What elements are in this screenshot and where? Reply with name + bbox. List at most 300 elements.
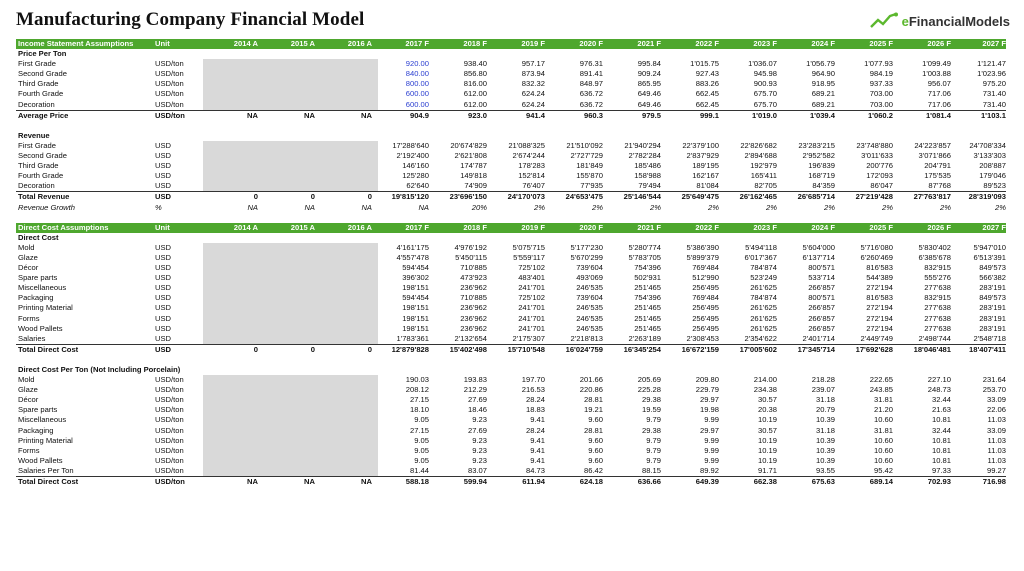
cell-2022-f[interactable]: 256'495 — [692, 283, 719, 293]
cell-2024-f[interactable]: 10.39 — [815, 435, 835, 445]
cell-2024-f[interactable]: 10.39 — [815, 445, 835, 455]
cell-2026-f[interactable]: 2026 F — [927, 39, 951, 48]
cell-2025-f[interactable]: 2% — [882, 202, 893, 212]
cell-2018-f[interactable]: 2'621'808 — [454, 151, 487, 161]
cell-2024-f[interactable]: 93.55 — [815, 465, 835, 475]
cell-2019-f[interactable]: 197.70 — [521, 375, 545, 385]
cell-2020-f[interactable]: 5'670'299 — [570, 252, 603, 262]
cell-2024-f[interactable]: 218.28 — [811, 375, 835, 385]
cell-2025-f[interactable]: 17'692'628 — [855, 344, 893, 354]
cell-2018-f[interactable]: 599.94 — [463, 477, 487, 487]
cell-2017-f[interactable]: 9.05 — [414, 435, 429, 445]
cell-2025-f[interactable]: 1'060.2 — [867, 110, 893, 120]
cell-2025-f[interactable]: 31.81 — [873, 425, 893, 435]
cell-2023-f[interactable]: 234.38 — [753, 385, 777, 395]
cell-2025-f[interactable]: 200'776 — [866, 161, 893, 171]
cell-2024-f[interactable]: 31.18 — [815, 395, 835, 405]
cell-2024-f[interactable]: 6'137'714 — [802, 252, 835, 262]
cell-2014-a[interactable]: 0 — [253, 192, 258, 202]
cell-2017-f[interactable]: 19'815'120 — [391, 192, 429, 202]
cell-2027-f[interactable]: 566'382 — [979, 273, 1006, 283]
cell-2024-f[interactable]: 20.79 — [815, 405, 835, 415]
cell-2020-f[interactable]: 28.81 — [583, 395, 603, 405]
cell-2025-f[interactable]: 816'583 — [866, 263, 893, 273]
cell-2024-f[interactable]: 2024 F — [811, 222, 835, 232]
cell-2017-f[interactable]: 198'151 — [402, 303, 429, 313]
cell-2015-a[interactable]: 0 — [310, 192, 315, 202]
cell-2023-f[interactable]: 261'625 — [750, 283, 777, 293]
cell-2023-f[interactable]: 82'705 — [754, 181, 777, 191]
cell-2021-f[interactable]: 5'280'774 — [628, 242, 661, 252]
cell-2021-f[interactable]: 636.66 — [637, 477, 661, 487]
cell-2026-f[interactable]: 956.07 — [927, 79, 951, 89]
cell-2021-f[interactable]: 16'345'254 — [623, 344, 661, 354]
cell-2017-f[interactable]: 588.18 — [405, 477, 429, 487]
cell-2020-f[interactable]: 739'604 — [576, 263, 603, 273]
cell-2024-f[interactable]: 239.07 — [811, 385, 835, 395]
cell-2018-f[interactable]: 74'909 — [464, 181, 487, 191]
cell-2017-f[interactable]: NA — [418, 202, 429, 212]
cell-2023-f[interactable]: 2'354'622 — [744, 333, 777, 343]
cell-2022-f[interactable]: 649.39 — [695, 477, 719, 487]
cell-2020-f[interactable]: 9.60 — [588, 455, 603, 465]
cell-2021-f[interactable]: 251'465 — [634, 303, 661, 313]
cell-2023-f[interactable]: 261'625 — [750, 303, 777, 313]
cell-2018-f[interactable]: 5'450'115 — [455, 252, 487, 262]
cell-2018-f[interactable]: 816.00 — [463, 79, 487, 89]
cell-2024-f[interactable]: 168'719 — [808, 171, 835, 181]
cell-2020-f[interactable]: 848.97 — [579, 79, 603, 89]
cell-2022-f[interactable]: 16'672'159 — [681, 344, 719, 354]
cell-2026-f[interactable]: 717.06 — [927, 89, 951, 99]
cell-2019-f[interactable]: 15'710'548 — [507, 344, 545, 354]
cell-2025-f[interactable]: 703.00 — [869, 89, 893, 99]
cell-2026-f[interactable]: 97.33 — [931, 465, 951, 475]
cell-2024-f[interactable]: 964.90 — [811, 69, 835, 79]
cell-2027-f[interactable]: 975.20 — [982, 79, 1006, 89]
cell-2019-f[interactable]: 2% — [534, 202, 545, 212]
cell-2021-f[interactable]: 2% — [650, 202, 661, 212]
cell-2021-f[interactable]: 9.79 — [646, 415, 661, 425]
cell-2016-a[interactable]: NA — [361, 477, 372, 487]
cell-2020-f[interactable]: 21'510'092 — [566, 140, 603, 150]
cell-2023-f[interactable]: 900.93 — [753, 79, 777, 89]
cell-2020-f[interactable]: 155'870 — [576, 171, 603, 181]
cell-2025-f[interactable]: 31.81 — [873, 395, 893, 405]
cell-2016-a[interactable]: NA — [361, 202, 372, 212]
cell-2026-f[interactable]: 277'638 — [924, 283, 951, 293]
cell-2027-f[interactable]: 283'191 — [979, 313, 1006, 323]
cell-2019-f[interactable]: 941.4 — [525, 110, 545, 120]
cell-2017-f[interactable]: 208.12 — [405, 385, 429, 395]
cell-2025-f[interactable]: 10.60 — [873, 445, 893, 455]
cell-2018-f[interactable]: 236'962 — [460, 313, 487, 323]
cell-2017-f[interactable]: 198'151 — [402, 283, 429, 293]
cell-2021-f[interactable]: 25'146'544 — [623, 192, 661, 202]
cell-2026-f[interactable]: 6'385'678 — [918, 252, 951, 262]
cell-2021-f[interactable]: 88.15 — [641, 465, 661, 475]
cell-2018-f[interactable]: 27.69 — [467, 395, 487, 405]
cell-2027-f[interactable]: 2'548'718 — [973, 333, 1006, 343]
cell-2024-f[interactable]: 196'839 — [808, 161, 835, 171]
cell-2015-a[interactable]: 2015 A — [290, 222, 315, 232]
cell-2024-f[interactable]: 675.63 — [811, 477, 835, 487]
cell-2024-f[interactable]: 266'857 — [808, 313, 835, 323]
cell-2023-f[interactable]: 20.38 — [757, 405, 777, 415]
cell-2021-f[interactable]: 185'486 — [634, 161, 661, 171]
cell-2024-f[interactable]: 918.95 — [811, 79, 835, 89]
cell-2021-f[interactable]: 754'396 — [634, 263, 661, 273]
cell-2018-f[interactable]: 938.40 — [463, 59, 487, 69]
cell-2021-f[interactable]: 649.46 — [637, 89, 661, 99]
cell-2027-f[interactable]: 18'407'411 — [969, 344, 1006, 354]
cell-2018-f[interactable]: 9.23 — [472, 435, 487, 445]
cell-2017-f[interactable]: 396'302 — [402, 273, 429, 283]
cell-2025-f[interactable]: 5'716'080 — [860, 242, 893, 252]
cell-2017-f[interactable]: 4'161'175 — [396, 242, 429, 252]
cell-2025-f[interactable]: 689.14 — [869, 477, 893, 487]
cell-2026-f[interactable]: 2'498'744 — [918, 333, 951, 343]
cell-2016-a[interactable]: 0 — [367, 192, 372, 202]
cell-2022-f[interactable]: 2022 F — [695, 222, 719, 232]
cell-2026-f[interactable]: 832'915 — [924, 293, 951, 303]
cell-2023-f[interactable]: 2023 F — [753, 222, 777, 232]
cell-2020-f[interactable]: 9.60 — [588, 415, 603, 425]
cell-2024-f[interactable]: 689.21 — [811, 99, 835, 109]
cell-2024-f[interactable]: 5'604'000 — [802, 242, 835, 252]
cell-2022-f[interactable]: 5'899'379 — [686, 252, 719, 262]
cell-2026-f[interactable]: 717.06 — [927, 99, 951, 109]
cell-2027-f[interactable]: 11.03 — [987, 455, 1006, 465]
cell-2027-f[interactable]: 99.27 — [986, 465, 1006, 475]
cell-2022-f[interactable]: 999.1 — [699, 110, 719, 120]
cell-2021-f[interactable]: 9.79 — [646, 435, 661, 445]
cell-2022-f[interactable]: 209.80 — [695, 375, 719, 385]
cell-2020-f[interactable]: 2'727'729 — [570, 151, 603, 161]
cell-2022-f[interactable]: 769'484 — [692, 293, 719, 303]
cell-2017-f[interactable]: 146'160 — [402, 161, 429, 171]
cell-2019-f[interactable]: 832.32 — [521, 79, 545, 89]
cell-2023-f[interactable]: 675.70 — [753, 89, 777, 99]
cell-2014-a[interactable]: 0 — [253, 344, 258, 354]
cell-2020-f[interactable]: 246'535 — [576, 303, 603, 313]
cell-2017-f[interactable]: 81.44 — [409, 465, 429, 475]
cell-2014-a[interactable]: 2014 A — [233, 39, 258, 48]
cell-2027-f[interactable]: 28'319'093 — [968, 192, 1006, 202]
cell-2027-f[interactable]: 11.03 — [987, 445, 1006, 455]
cell-2027-f[interactable]: 716.98 — [982, 477, 1006, 487]
cell-2022-f[interactable]: 25'649'475 — [681, 192, 719, 202]
cell-2022-f[interactable]: 883.26 — [695, 79, 719, 89]
cell-2024-f[interactable]: 2024 F — [811, 39, 835, 48]
cell-2025-f[interactable]: 27'219'428 — [855, 192, 893, 202]
cell-2026-f[interactable]: 555'276 — [924, 273, 951, 283]
cell-2020-f[interactable]: 2% — [592, 202, 603, 212]
cell-2022-f[interactable]: 2'308'453 — [686, 333, 719, 343]
cell-2017-f[interactable]: 594'454 — [402, 263, 429, 273]
cell-2022-f[interactable]: 189'195 — [692, 161, 719, 171]
cell-2019-f[interactable]: 873.94 — [521, 69, 545, 79]
cell-2018-f[interactable]: 15'402'498 — [449, 344, 487, 354]
cell-2026-f[interactable]: 27'763'817 — [913, 192, 951, 202]
cell-2020-f[interactable]: 220.86 — [579, 385, 603, 395]
cell-2025-f[interactable]: 10.60 — [873, 415, 893, 425]
cell-2025-f[interactable]: 816'583 — [866, 293, 893, 303]
cell-2023-f[interactable]: 1'019.0 — [751, 110, 777, 120]
cell-2018-f[interactable]: 236'962 — [460, 283, 487, 293]
cell-2027-f[interactable]: 1'121.47 — [977, 59, 1006, 69]
cell-2020-f[interactable]: 77'935 — [580, 181, 603, 191]
cell-2017-f[interactable]: 17'288'640 — [392, 140, 429, 150]
cell-2017-f[interactable]: 600.00 — [405, 99, 429, 109]
cell-2026-f[interactable]: 204'791 — [924, 161, 951, 171]
cell-2027-f[interactable]: 253.70 — [982, 385, 1006, 395]
cell-2018-f[interactable]: 612.00 — [463, 99, 487, 109]
cell-2019-f[interactable]: 2019 F — [521, 39, 545, 48]
cell-2018-f[interactable]: 20'674'829 — [450, 140, 487, 150]
cell-2026-f[interactable]: 2026 F — [927, 222, 951, 232]
cell-2020-f[interactable]: 2020 F — [579, 222, 603, 232]
cell-2017-f[interactable]: 920.00 — [405, 59, 429, 69]
cell-2024-f[interactable]: 23'283'215 — [798, 140, 835, 150]
cell-2024-f[interactable]: 17'345'714 — [797, 344, 835, 354]
cell-2027-f[interactable]: 849'573 — [979, 293, 1006, 303]
cell-2026-f[interactable]: 10.81 — [931, 415, 951, 425]
cell-2018-f[interactable]: 236'962 — [460, 323, 487, 333]
cell-2020-f[interactable]: 19.21 — [583, 405, 603, 415]
cell-2019-f[interactable]: 241'701 — [518, 313, 545, 323]
cell-2026-f[interactable]: 702.93 — [927, 477, 951, 487]
cell-2025-f[interactable]: 172'093 — [866, 171, 893, 181]
cell-2026-f[interactable]: 24'223'857 — [914, 140, 951, 150]
cell-2017-f[interactable]: 840.00 — [405, 69, 429, 79]
cell-2015-a[interactable]: NA — [304, 110, 315, 120]
cell-2027-f[interactable]: 1'103.1 — [980, 110, 1006, 120]
cell-2015-a[interactable]: NA — [304, 202, 315, 212]
cell-2023-f[interactable]: 523'249 — [750, 273, 777, 283]
brand-logo[interactable] — [869, 12, 1010, 30]
cell-2023-f[interactable]: 165'411 — [750, 171, 777, 181]
cell-2018-f[interactable]: 20% — [471, 202, 487, 212]
cell-2018-f[interactable]: 4'976'192 — [454, 242, 487, 252]
cell-2026-f[interactable]: 277'638 — [924, 313, 951, 323]
cell-2026-f[interactable]: 2% — [940, 202, 951, 212]
cell-2017-f[interactable]: 9.05 — [414, 415, 429, 425]
cell-2026-f[interactable]: 227.10 — [927, 375, 951, 385]
cell-2022-f[interactable]: 2'837'929 — [686, 151, 719, 161]
cell-2021-f[interactable]: 995.84 — [637, 59, 661, 69]
cell-2026-f[interactable]: 277'638 — [924, 303, 951, 313]
cell-2017-f[interactable]: 594'454 — [402, 293, 429, 303]
cell-2021-f[interactable]: 649.46 — [637, 99, 661, 109]
cell-2027-f[interactable]: 89'523 — [983, 181, 1006, 191]
cell-2027-f[interactable]: 283'191 — [979, 303, 1006, 313]
cell-2023-f[interactable]: 784'874 — [750, 263, 777, 273]
cell-2024-f[interactable]: 533'714 — [808, 273, 835, 283]
cell-2026-f[interactable]: 10.81 — [931, 435, 951, 445]
cell-2021-f[interactable]: 225.28 — [637, 385, 661, 395]
cell-2014-a[interactable]: 2014 A — [233, 222, 258, 232]
cell-2024-f[interactable]: 800'571 — [808, 263, 835, 273]
cell-2018-f[interactable]: 612.00 — [463, 89, 487, 99]
cell-2021-f[interactable]: 2021 F — [637, 222, 661, 232]
cell-2017-f[interactable]: 27.15 — [409, 425, 429, 435]
cell-2025-f[interactable]: 3'011'633 — [861, 151, 893, 161]
cell-2017-f[interactable]: 2017 F — [405, 39, 429, 48]
cell-2023-f[interactable]: 10.19 — [757, 415, 777, 425]
cell-2025-f[interactable]: 23'748'880 — [856, 140, 893, 150]
cell-2027-f[interactable]: 283'191 — [979, 323, 1006, 333]
cell-2023-f[interactable]: 10.19 — [757, 445, 777, 455]
cell-2025-f[interactable]: 95.42 — [873, 465, 893, 475]
cell-2027-f[interactable]: 22.06 — [986, 405, 1006, 415]
cell-2021-f[interactable]: 9.79 — [646, 455, 661, 465]
cell-2023-f[interactable]: 945.98 — [753, 69, 777, 79]
cell-2019-f[interactable]: 624.24 — [521, 89, 545, 99]
cell-2023-f[interactable]: 214.00 — [753, 375, 777, 385]
cell-2019-f[interactable]: 241'701 — [518, 303, 545, 313]
cell-2022-f[interactable]: 2022 F — [695, 39, 719, 48]
cell-2019-f[interactable]: 2019 F — [521, 222, 545, 232]
cell-2025-f[interactable]: 2'449'749 — [860, 333, 893, 343]
cell-2027-f[interactable]: 2027 F — [982, 39, 1006, 48]
cell-2017-f[interactable]: 27.15 — [409, 395, 429, 405]
cell-2023-f[interactable]: 22'826'682 — [740, 140, 777, 150]
cell-2019-f[interactable]: 84.73 — [525, 465, 545, 475]
cell-2021-f[interactable]: 865.95 — [637, 79, 661, 89]
cell-2021-f[interactable]: 19.59 — [641, 405, 661, 415]
cell-2026-f[interactable]: 87'768 — [928, 181, 951, 191]
cell-2017-f[interactable]: 9.05 — [414, 455, 429, 465]
cell-2025-f[interactable]: 544'389 — [866, 273, 893, 283]
cell-2017-f[interactable]: 4'557'478 — [396, 252, 429, 262]
cell-2026-f[interactable]: 1'099.49 — [922, 59, 951, 69]
cell-2019-f[interactable]: 957.17 — [521, 59, 545, 69]
cell-2025-f[interactable]: 272'194 — [866, 313, 893, 323]
cell-2021-f[interactable]: 2'263'189 — [628, 333, 661, 343]
cell-2021-f[interactable]: 251'465 — [634, 313, 661, 323]
cell-2022-f[interactable]: 9.99 — [704, 435, 719, 445]
cell-2018-f[interactable]: 149'818 — [460, 171, 487, 181]
cell-2025-f[interactable]: 272'194 — [866, 283, 893, 293]
cell-2025-f[interactable]: 1'077.93 — [864, 59, 893, 69]
cell-2022-f[interactable]: 662.45 — [695, 99, 719, 109]
cell-2023-f[interactable]: 1'036.07 — [748, 59, 777, 69]
cell-2017-f[interactable]: 1'783'361 — [396, 333, 429, 343]
cell-2019-f[interactable]: 2'674'244 — [512, 151, 545, 161]
cell-2022-f[interactable]: 81'084 — [696, 181, 719, 191]
cell-2026-f[interactable]: 3'071'866 — [918, 151, 951, 161]
cell-2026-f[interactable]: 21.63 — [931, 405, 951, 415]
cell-2018-f[interactable]: 473'923 — [460, 273, 487, 283]
cell-2017-f[interactable]: 125'280 — [402, 171, 429, 181]
cell-2014-a[interactable]: NA — [247, 110, 258, 120]
cell-2026-f[interactable]: 32.44 — [931, 425, 951, 435]
cell-2021-f[interactable]: 9.79 — [646, 445, 661, 455]
cell-2024-f[interactable]: 10.39 — [815, 455, 835, 465]
cell-2018-f[interactable]: 193.83 — [463, 375, 487, 385]
cell-2019-f[interactable]: 28.24 — [525, 425, 545, 435]
cell-2017-f[interactable]: 800.00 — [405, 79, 429, 89]
cell-2021-f[interactable]: 979.5 — [641, 110, 661, 120]
cell-2019-f[interactable]: 241'701 — [518, 323, 545, 333]
cell-2020-f[interactable]: 86.42 — [583, 465, 603, 475]
cell-2018-f[interactable]: 856.80 — [463, 69, 487, 79]
cell-2024-f[interactable]: 1'039.4 — [809, 110, 835, 120]
cell-2026-f[interactable]: 10.81 — [931, 445, 951, 455]
cell-2019-f[interactable]: 2'175'307 — [512, 333, 545, 343]
cell-2022-f[interactable]: 22'379'100 — [682, 140, 719, 150]
cell-2026-f[interactable]: 18'046'481 — [913, 344, 951, 354]
cell-2022-f[interactable]: 512'990 — [692, 273, 719, 283]
cell-2024-f[interactable]: 266'857 — [808, 323, 835, 333]
cell-2019-f[interactable]: 624.24 — [521, 99, 545, 109]
cell-2019-f[interactable]: 76'407 — [522, 181, 545, 191]
cell-2025-f[interactable]: 703.00 — [869, 99, 893, 109]
cell-2024-f[interactable]: 1'056.79 — [806, 59, 835, 69]
cell-2022-f[interactable]: 5'386'390 — [686, 242, 719, 252]
cell-2020-f[interactable]: 891.41 — [579, 69, 603, 79]
cell-2027-f[interactable]: 208'887 — [979, 161, 1006, 171]
cell-2022-f[interactable]: 769'484 — [692, 263, 719, 273]
cell-2025-f[interactable]: 10.60 — [873, 455, 893, 465]
cell-2015-a[interactable]: 0 — [310, 344, 315, 354]
cell-2018-f[interactable]: 83.07 — [467, 465, 487, 475]
cell-2025-f[interactable]: 86'047 — [870, 181, 893, 191]
cell-2018-f[interactable]: 2'132'654 — [454, 333, 487, 343]
cell-2019-f[interactable]: 483'401 — [518, 273, 545, 283]
cell-2021-f[interactable]: 29.38 — [641, 395, 661, 405]
cell-2018-f[interactable]: 174'787 — [460, 161, 487, 171]
cell-2017-f[interactable]: 198'151 — [402, 313, 429, 323]
cell-2025-f[interactable]: 937.33 — [869, 79, 893, 89]
cell-2018-f[interactable]: 710'885 — [460, 293, 487, 303]
cell-2026-f[interactable]: 832'915 — [924, 263, 951, 273]
cell-2027-f[interactable]: 2027 F — [982, 222, 1006, 232]
cell-2021-f[interactable]: 502'931 — [634, 273, 661, 283]
cell-2020-f[interactable]: 181'849 — [576, 161, 603, 171]
cell-2019-f[interactable]: 241'701 — [518, 283, 545, 293]
cell-2026-f[interactable]: 32.44 — [931, 395, 951, 405]
cell-2020-f[interactable]: 246'535 — [576, 313, 603, 323]
cell-2018-f[interactable]: 710'885 — [460, 263, 487, 273]
cell-2019-f[interactable]: 611.94 — [522, 477, 545, 487]
cell-2023-f[interactable]: 675.70 — [753, 99, 777, 109]
cell-2018-f[interactable]: 923.0 — [467, 110, 487, 120]
cell-2027-f[interactable]: 283'191 — [979, 283, 1006, 293]
cell-2019-f[interactable]: 9.41 — [530, 455, 545, 465]
cell-2023-f[interactable]: 10.19 — [757, 435, 777, 445]
cell-2024-f[interactable]: 26'685'714 — [797, 192, 835, 202]
cell-2016-a[interactable]: 2016 A — [347, 39, 372, 48]
cell-2020-f[interactable]: 636.72 — [579, 99, 603, 109]
cell-2020-f[interactable]: 246'535 — [576, 283, 603, 293]
cell-2025-f[interactable]: 272'194 — [866, 323, 893, 333]
cell-2026-f[interactable]: 5'830'402 — [918, 242, 951, 252]
cell-2027-f[interactable]: 231.64 — [982, 375, 1006, 385]
cell-2018-f[interactable]: 9.23 — [472, 415, 487, 425]
cell-2019-f[interactable]: 5'075'715 — [512, 242, 545, 252]
cell-2021-f[interactable]: 205.69 — [637, 375, 661, 385]
cell-2021-f[interactable]: 29.38 — [641, 425, 661, 435]
cell-2022-f[interactable]: 9.99 — [704, 415, 719, 425]
cell-2018-f[interactable]: 23'696'150 — [449, 192, 487, 202]
cell-2021-f[interactable]: 2021 F — [637, 39, 661, 48]
cell-2027-f[interactable]: 11.03 — [987, 415, 1006, 425]
cell-2020-f[interactable]: 9.60 — [588, 435, 603, 445]
cell-2027-f[interactable]: 3'133'303 — [973, 151, 1006, 161]
cell-2025-f[interactable]: 272'194 — [866, 303, 893, 313]
